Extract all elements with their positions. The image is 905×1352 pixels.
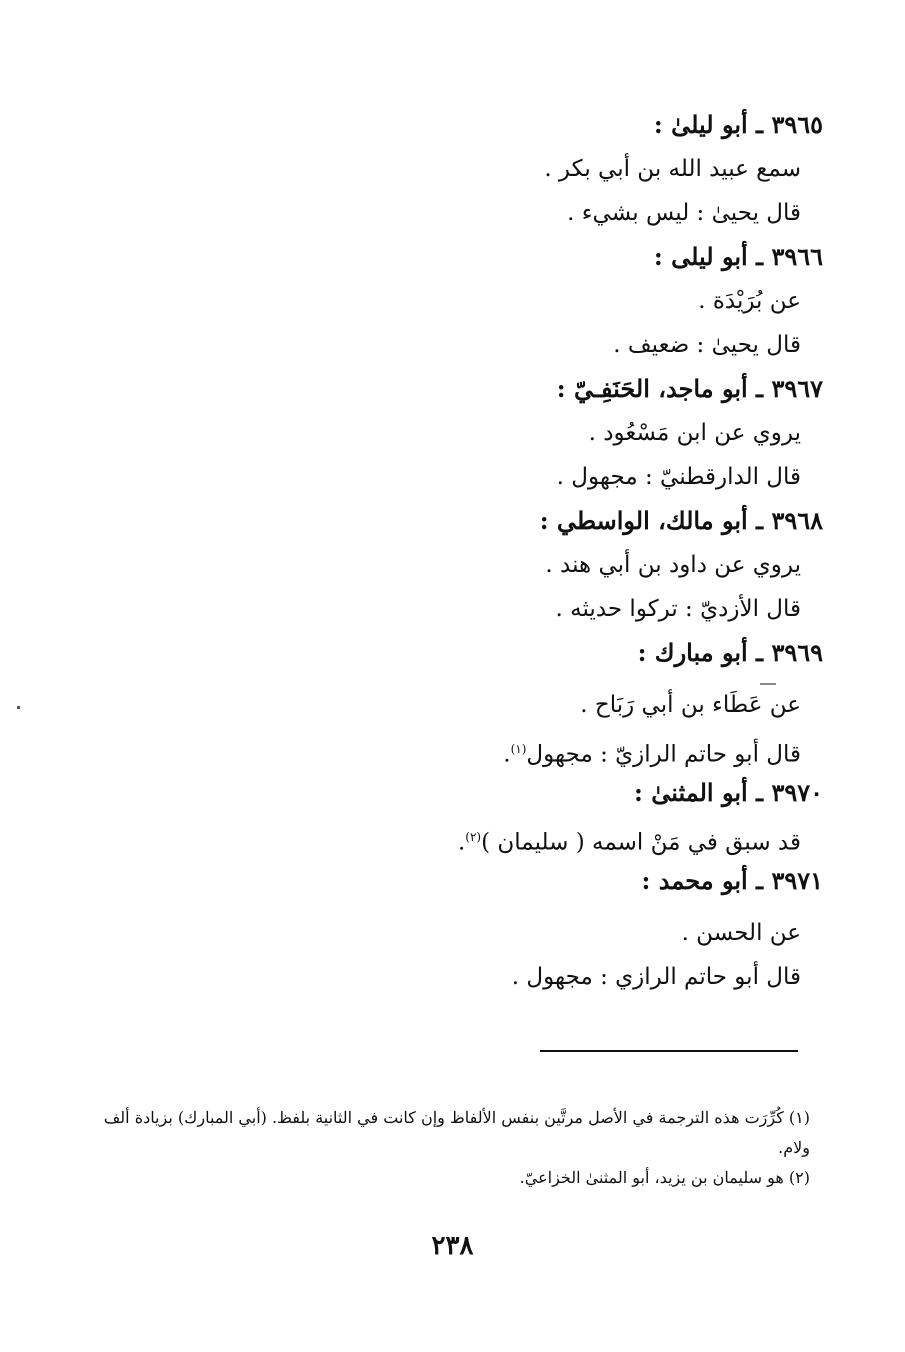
entry-line-text: قال أبو حاتم الرازيّ : مجهول <box>526 741 801 768</box>
footnote-1: (١) كُرِّرَت هذه الترجمة في الأصل مرتَّين بنفس الألفاظ وإن كانت في الثانية بلفظ. (أبي المبارك) بزيادة ألف ولام. <box>103 1108 810 1157</box>
entry-heading-3965: ٣٩٦٥ ـ أبو ليلىٰ : <box>653 110 823 139</box>
entry-line-with-note <box>323 734 801 778</box>
entry-heading-3966: ٣٩٦٦ ـ أبو ليلى : <box>653 242 823 271</box>
entry-line-text: قد سبق في مَنْ اسمه ( سليمان ) <box>481 829 801 856</box>
entry-line: قال الدارقطنيّ : مجهول . <box>556 464 801 490</box>
line-end-punctuation: . <box>503 741 511 768</box>
entry-heading-3970: ٣٩٧٠ ـ أبو المثنىٰ : <box>634 778 823 807</box>
entry-line: قال يحيىٰ : ضعيف . <box>613 332 801 358</box>
entry-line: يروي عن ابن مَسْعُود . <box>588 420 801 446</box>
entry-heading-3969: ٣٩٦٩ ـ أبو مبارك : <box>637 638 823 667</box>
line-end-punctuation: . <box>457 829 466 856</box>
entry-line: عن الحسن . <box>681 920 801 946</box>
entry-line: عن عَطَاء بن أبي رَبَاح . <box>580 692 801 718</box>
entry-heading-3967: ٣٩٦٧ ـ أبو ماجد، الحَنَفِـيّ : <box>556 374 823 403</box>
footnote-marker-1[interactable]: (١) <box>510 742 527 756</box>
entry-line: قال يحيىٰ : ليس بشيء . <box>567 200 801 226</box>
footnote-separator-rule <box>540 1050 798 1052</box>
footnote-2: (٢) هو سليمان بن يزيد، أبو المثنىٰ الخزاعيّ. <box>519 1168 810 1187</box>
biography-entries <box>323 110 823 1006</box>
entry-line: عن بُرَيْدَة . <box>698 288 801 314</box>
footnotes <box>80 1103 810 1193</box>
page-number: ٢٣٨ <box>431 1231 474 1261</box>
entry-line: سمع عبيد الله بن أبي بكر . <box>544 156 801 182</box>
entry-line: يروي عن داود بن أبي هند . <box>545 552 801 578</box>
entry-line: قال أبو حاتم الرازي : مجهول . <box>511 964 801 990</box>
entry-line: قال الأزديّ : تركوا حديثه . <box>555 596 801 622</box>
entry-heading-3968: ٣٩٦٨ ـ أبو مالك، الواسطي : <box>539 506 823 535</box>
scan-speck <box>17 706 20 709</box>
footnote-marker-2[interactable]: (٢) <box>465 830 482 844</box>
entry-heading-3971: ٣٩٧١ ـ أبو محمد : <box>641 866 823 895</box>
entry-line-with-note <box>323 822 801 866</box>
